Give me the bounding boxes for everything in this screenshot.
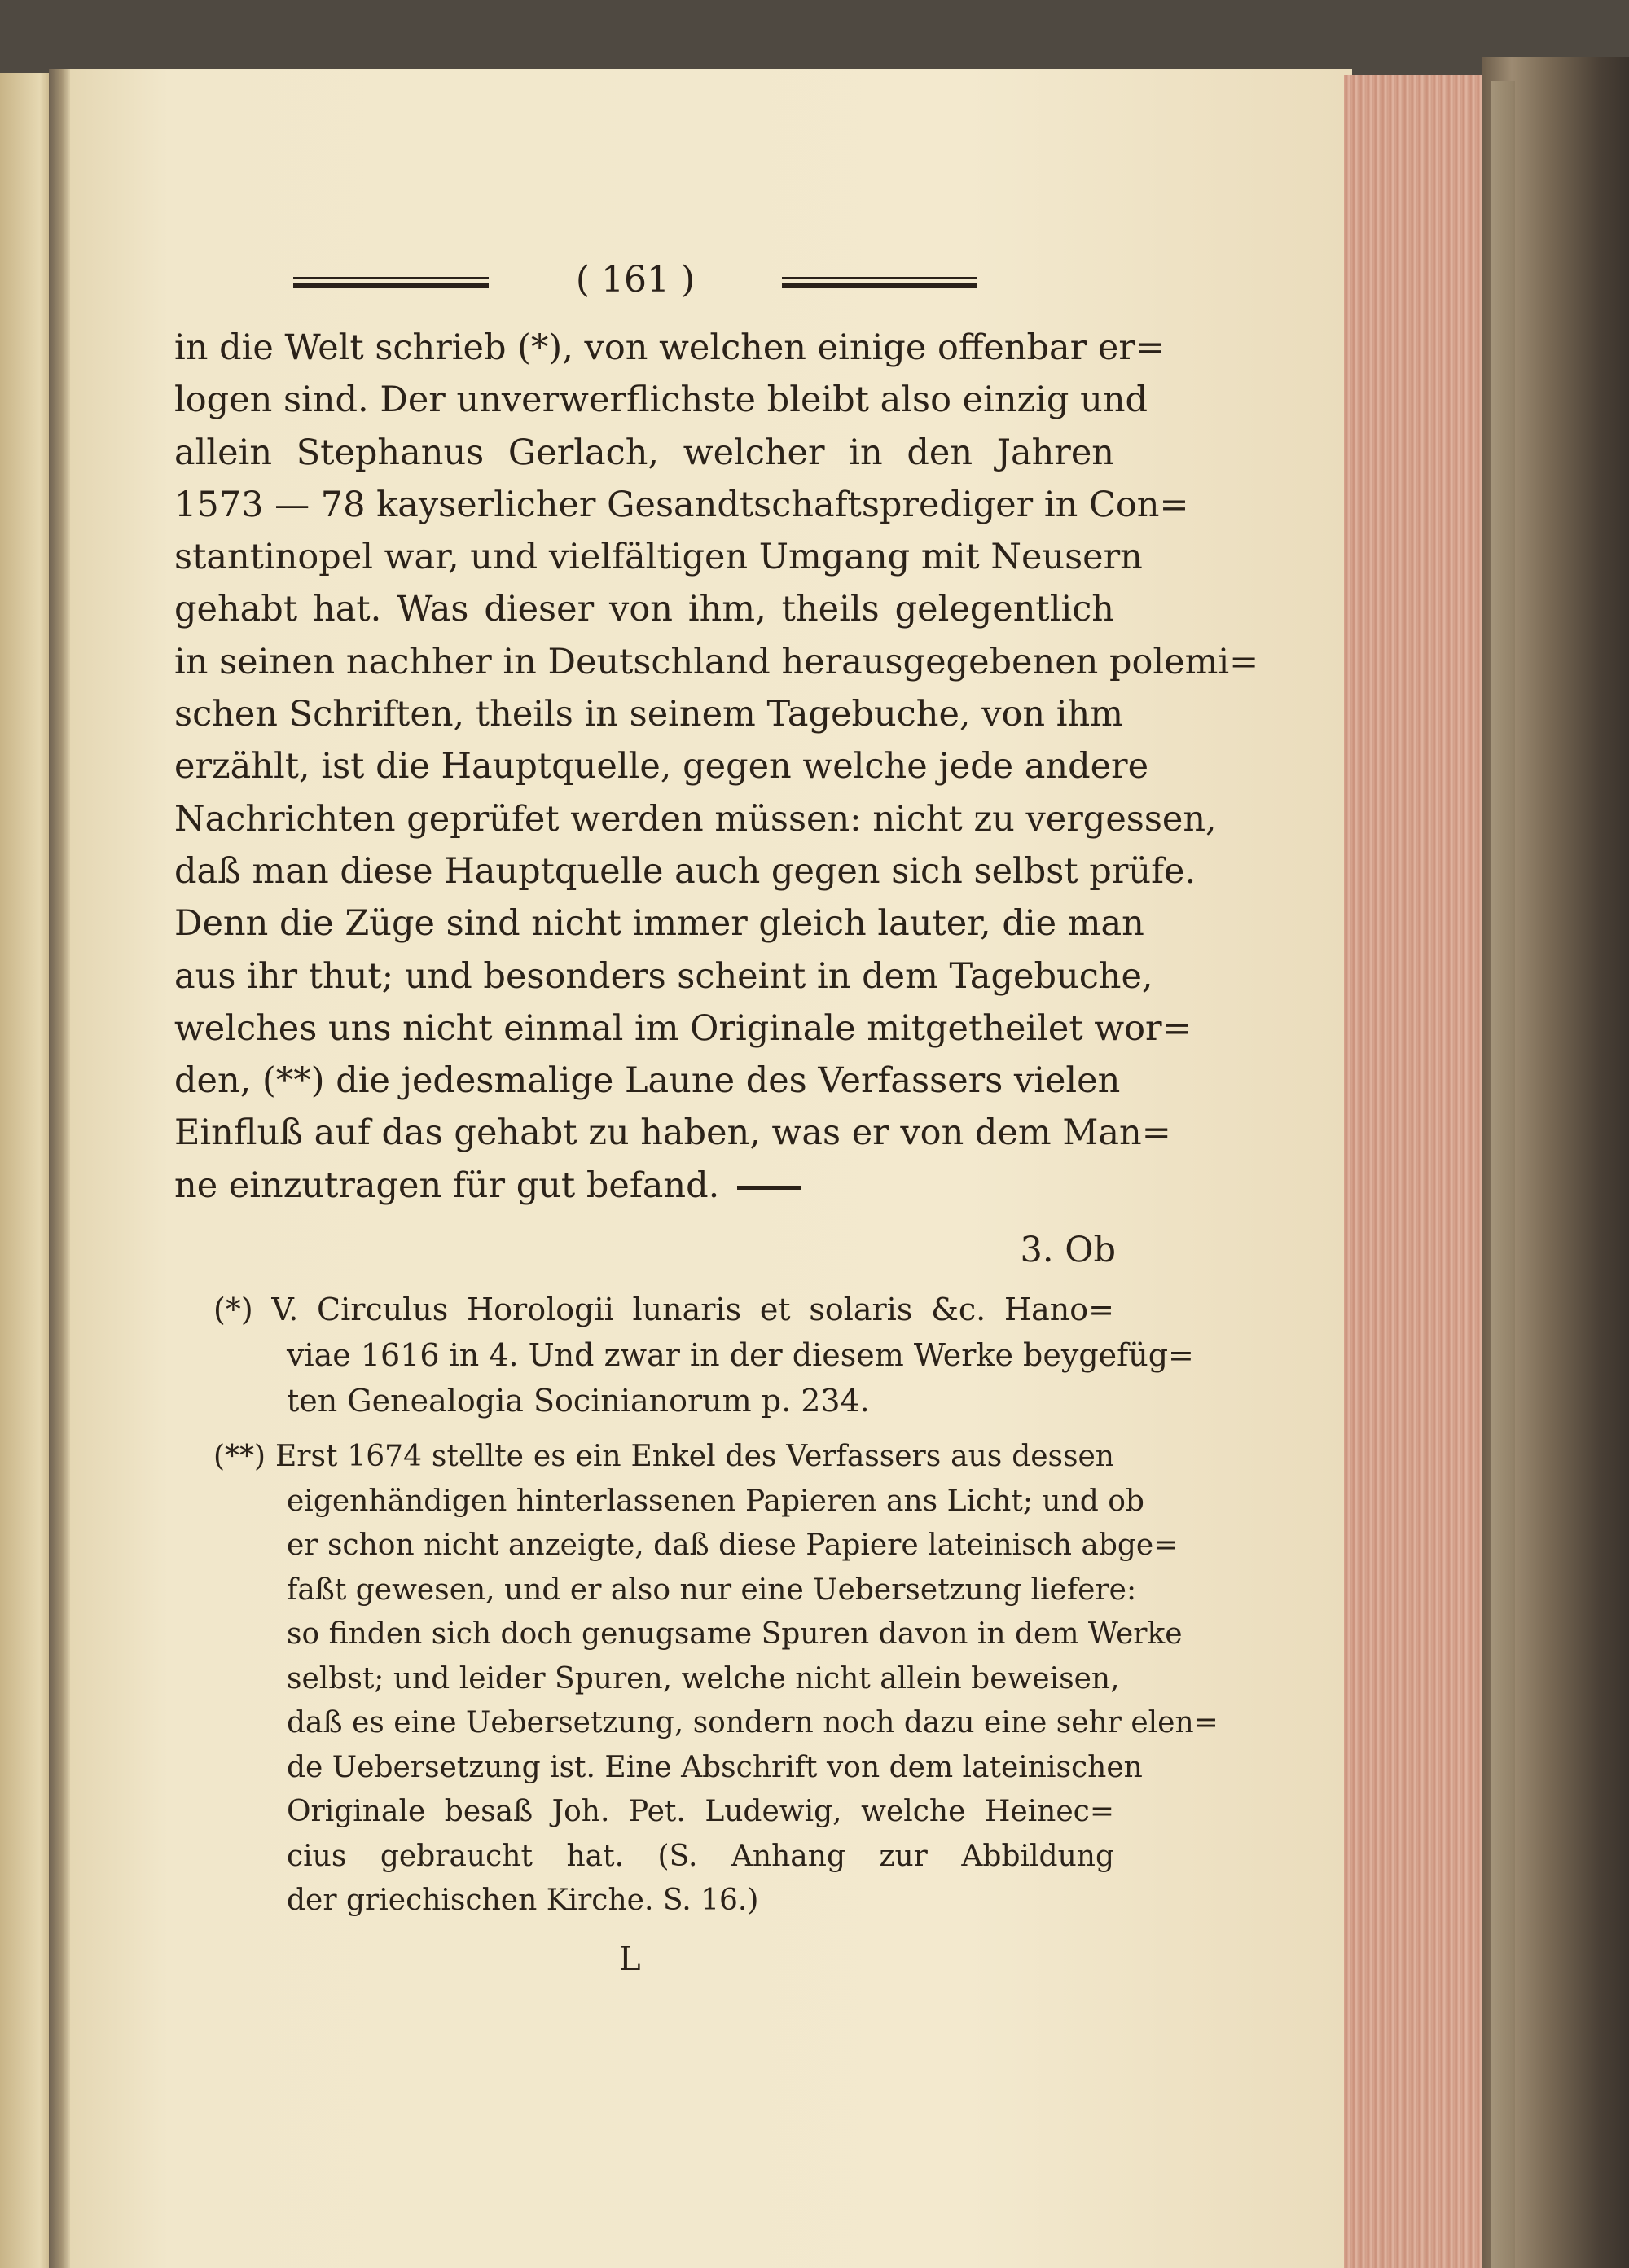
book-gutter bbox=[49, 69, 70, 2268]
body-line: logen sind. Der unverwerflichste bleibt also einzig und bbox=[174, 379, 1148, 421]
body-line: in seinen nachher in Deutschland herausgegebenen polemi= bbox=[174, 641, 1259, 682]
footnote-line: so finden sich doch genugsame Spuren davon in dem Werke bbox=[287, 1617, 1183, 1651]
body-line-last bbox=[174, 1160, 1114, 1212]
body-line: Nachrichten geprüfet werden müssen: nicht zu vergessen, bbox=[174, 798, 1217, 840]
body-line: schen Schriften, theils in seinem Tagebuche, von ihm bbox=[174, 694, 1123, 735]
page-number: ( 161 ) bbox=[575, 259, 696, 300]
body-text bbox=[174, 322, 1259, 1212]
body-line: Denn die Züge sind nicht immer gleich lauter, die man bbox=[174, 903, 1144, 945]
footnote-2 bbox=[213, 1435, 1218, 1924]
page-header bbox=[293, 259, 977, 308]
footnote-line: der griechischen Kirche. S. 16.) bbox=[287, 1884, 759, 1917]
body-line: daß man diese Hauptquelle auch gegen sich selbst prüfe. bbox=[174, 850, 1197, 892]
end-dash bbox=[737, 1186, 801, 1190]
body-line: Einfluß auf das gehabt zu haben, was er von dem Man= bbox=[174, 1112, 1171, 1154]
footnote-line: daß es eine Uebersetzung, sondern noch dazu eine sehr elen= bbox=[287, 1706, 1218, 1739]
footnote-line: (**) Erst 1674 stellte es ein Enkel des Verfassers aus dessen bbox=[213, 1440, 1114, 1473]
header-rule-right bbox=[782, 277, 977, 288]
footnote-line: cius gebraucht hat. (S. Anhang zur Abbildung bbox=[287, 1839, 1114, 1873]
footnote-line: ten Genealogia Socinianorum p. 234. bbox=[287, 1383, 870, 1419]
header-rule-left bbox=[293, 277, 489, 288]
body-line: aus ihr thut; und besonders scheint in dem Tagebuche, bbox=[174, 955, 1153, 997]
body-line: in die Welt schrieb (*), von welchen einige offenbar er= bbox=[174, 327, 1165, 368]
footnote-1 bbox=[213, 1287, 1194, 1424]
footnote-line: viae 1616 in 4. Und zwar in der diesem Werke beygefüg= bbox=[287, 1337, 1194, 1373]
footnote-line: Originale besaß Joh. Pet. Ludewig, welche Heinec= bbox=[287, 1795, 1114, 1828]
body-line: allein Stephanus Gerlach, welcher in den Jahren bbox=[174, 432, 1114, 473]
body-line: 1573 — 78 kayserlicher Gesandtschaftsprediger in Con= bbox=[174, 484, 1189, 525]
body-line: erzählt, ist die Hauptquelle, gegen welche jede andere bbox=[174, 746, 1149, 787]
spine-band bbox=[1491, 81, 1515, 2268]
footnote-line: de Uebersetzung ist. Eine Abschrift von dem lateinischen bbox=[287, 1750, 1143, 1784]
body-line: gehabt hat. Was dieser von ihm, theils gelegentlich bbox=[174, 589, 1114, 630]
body-line-text: ne einzutragen für gut befand. bbox=[174, 1165, 720, 1206]
signature-mark: L bbox=[619, 1941, 641, 1978]
footnote-line: selbst; und leider Spuren, welche nicht allein beweisen, bbox=[287, 1661, 1120, 1696]
footnote-line: er schon nicht anzeigte, daß diese Papiere lateinisch abge= bbox=[287, 1529, 1179, 1562]
catchword: 3. Ob bbox=[1020, 1230, 1116, 1270]
page-block-edge bbox=[1344, 75, 1486, 2268]
body-line: den, (**) die jedesmalige Laune des Verfassers vielen bbox=[174, 1060, 1121, 1102]
footnote-line: eigenhändigen hinterlassenen Papieren ans Licht; und ob bbox=[287, 1484, 1144, 1518]
body-line: welches uns nicht einmal im Originale mitgetheilet wor= bbox=[174, 1007, 1192, 1049]
footnote-line: faßt gewesen, und er also nur eine Uebersetzung liefere: bbox=[287, 1573, 1137, 1607]
footnote-line: (*) V. Circulus Horologii lunaris et solaris &c. Hano= bbox=[213, 1292, 1114, 1327]
body-line: stantinopel war, und vielfältigen Umgang mit Neusern bbox=[174, 537, 1143, 578]
